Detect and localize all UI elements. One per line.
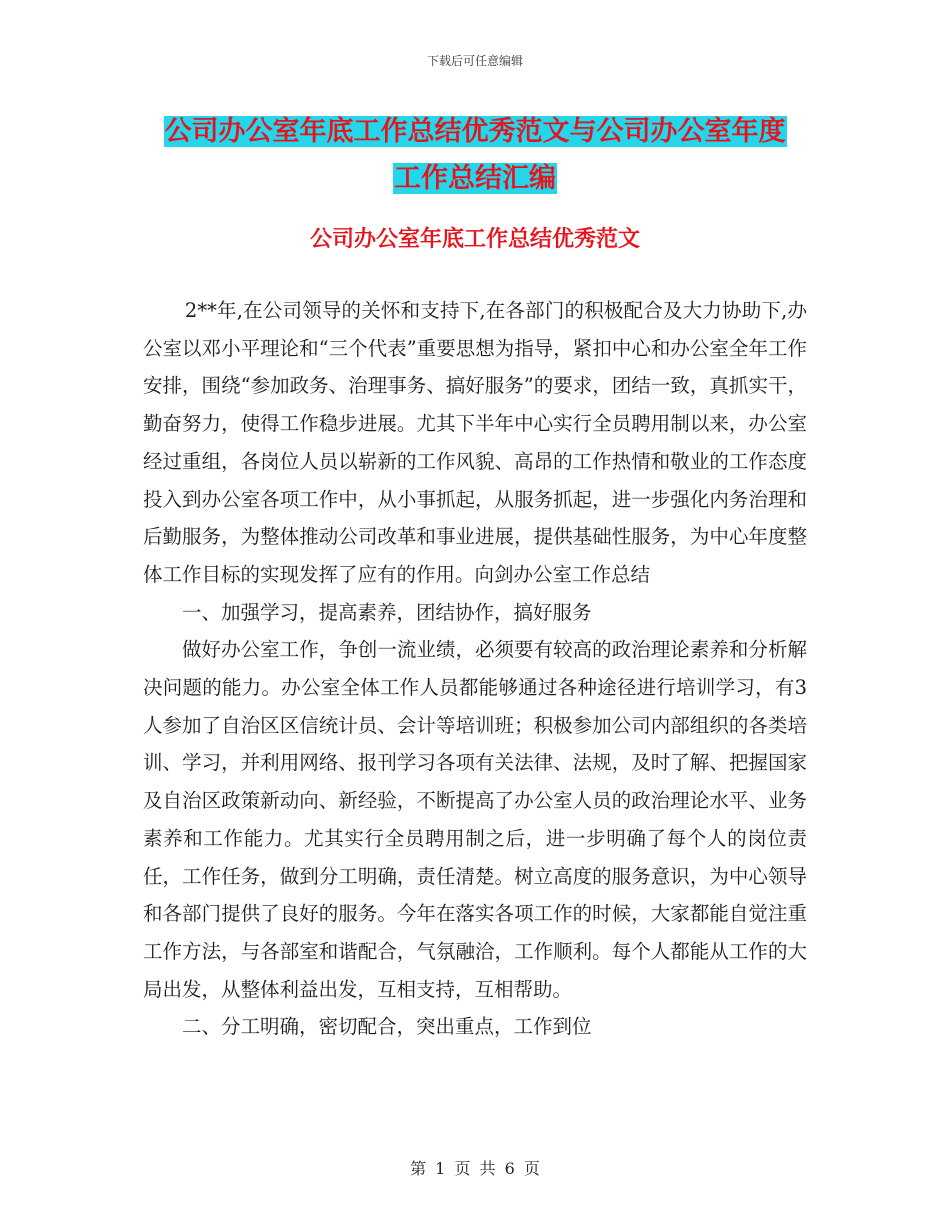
section-heading-1: 一、加强学习，提高素养，团结协作，搞好服务 bbox=[182, 600, 592, 624]
document-title bbox=[0, 108, 950, 202]
document-body bbox=[143, 292, 807, 1046]
section-title: 公司办公室年底工作总结优秀范文 bbox=[309, 227, 640, 252]
page-header-note: 下载后可任意编辑 bbox=[426, 54, 523, 68]
page-number: 第 1 页 共 6 页 bbox=[410, 1159, 540, 1178]
section-heading-2: 二、分工明确，密切配合，突出重点，工作到位 bbox=[182, 1015, 592, 1039]
title-line-2: 工作总结汇编 bbox=[394, 163, 556, 194]
paragraph-intro: 2**年,在公司领导的关怀和支持下,在各部门的积极配合及大力协助下,办公室以邓小平理论和“三个代表”重要思想为指导，紧扣中心和办公室全年工作安排，围绕“参加政务、治理事务、搞好服务”的要求，团结一致，真抓实干，勤奋努力，使得工作稳步进展。尤其下半年中心实行全员聘用制以来，办公室经过重组，各岗位人员以崭新的工作风貌、高昂的工作热情和敬业的工作态度投入到办公室各项工作中，从小事抓起，从服务抓起，进一步强化内务治理和后勤服务，为整体推动公司改革和事业进展，提供基础性服务，为中心年度整体工作目标的实现发挥了应有的作用。向剑办公室工作总结 bbox=[143, 299, 807, 586]
title-line-1: 公司办公室年底工作总结优秀范文与公司办公室年度 bbox=[164, 116, 786, 147]
paragraph-section-1: 做好办公室工作，争创一流业绩，必须要有较高的政治理论素养和分析解决问题的能力。办公室全体工作人员都能够通过各种途径进行培训学习，有3人参加了自治区区信统计员、会计等培训班；积极参加公司内部组织的各类培训、学习，并利用网络、报刊学习各项有关法律、法规，及时了解、把握国家及自治区政策新动向、新经验，不断提高了办公室人员的政治理论水平、业务素养和工作能力。尤其实行全员聘用制之后，进一步明确了每个人的岗位责任，工作任务，做到分工明确，责任清楚。树立高度的服务意识，为中心领导和各部门提供了良好的服务。今年在落实各项工作的时候，大家都能自觉注重工作方法，与各部室和谐配合，气氛融洽，工作顺利。每个人都能从工作的大局出发，从整体利益出发，互相支持，互相帮助。 bbox=[143, 638, 807, 1001]
